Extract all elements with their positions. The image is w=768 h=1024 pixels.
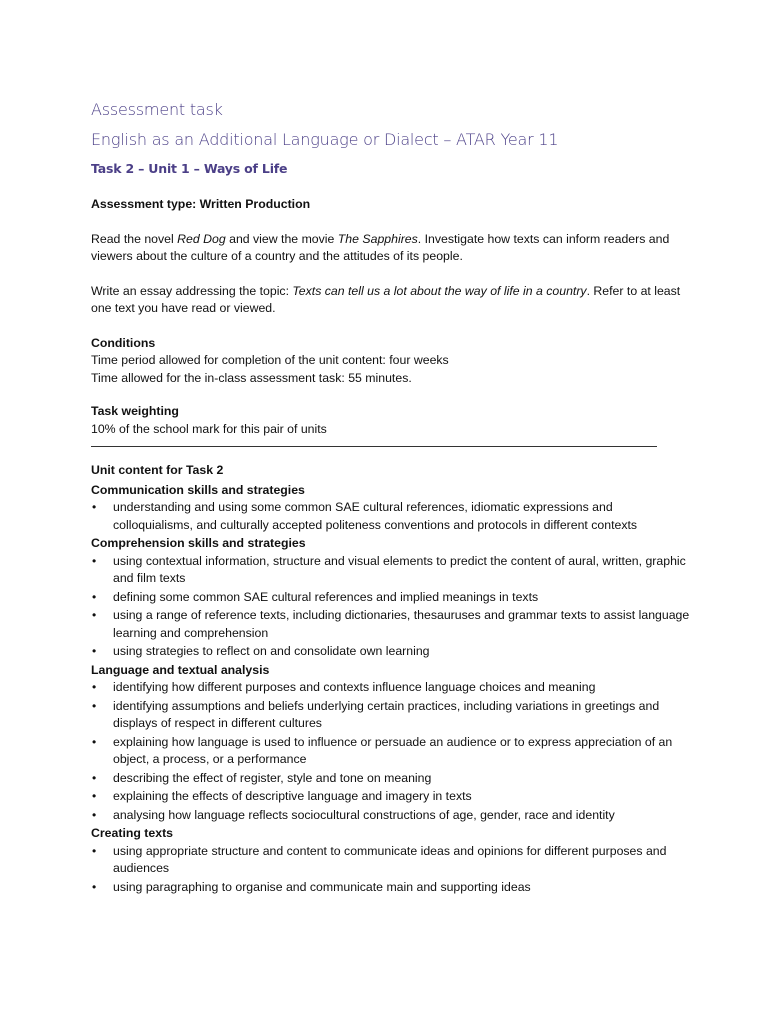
bullet-list [91, 843, 691, 897]
assessment-type: Assessment type: Written Production [91, 197, 311, 211]
list-item [91, 734, 691, 769]
list-item [91, 788, 691, 806]
section-heading: Creating texts [91, 826, 174, 840]
section-heading: Communication skills and strategies [91, 482, 305, 497]
document-page [91, 98, 691, 897]
list-item [91, 679, 691, 697]
list-item [91, 770, 691, 788]
bullet-icon: • [92, 807, 97, 822]
bullet-icon: • [92, 608, 97, 622]
bullet-list [91, 553, 691, 661]
list-item-text: analysing how language reflects sociocultural constructions of age, gender, race and identity [113, 807, 615, 822]
list-item-text: explaining how language is used to influence or persuade an audience or to express appreciation of an object, a process, or a performance [113, 734, 673, 766]
bullet-icon: • [92, 789, 97, 803]
list-item [91, 499, 691, 534]
bullet-icon: • [92, 644, 97, 658]
bullet-icon: • [92, 843, 97, 858]
weighting-heading: Task weighting [91, 404, 179, 418]
list-item [91, 843, 691, 878]
unit-content-sections [91, 482, 691, 897]
bullet-list [91, 499, 691, 534]
list-item-text: identifying assumptions and beliefs underlying certain practices, including variations in greetings and displays of respect in different cultures [113, 698, 660, 730]
list-item-text: using a range of reference texts, including dictionaries, thesauruses and grammar texts to assist language learning and comprehension [113, 608, 690, 640]
list-item [91, 643, 691, 661]
novel-title: Red Dog [177, 231, 226, 246]
section-heading: Language and textual analysis [91, 662, 270, 677]
essay-topic: Texts can tell us a lot about the way of life in a country [292, 283, 587, 298]
bullet-list [91, 679, 691, 824]
list-item-text: using strategies to reflect on and consolidate own learning [113, 644, 430, 658]
list-item [91, 607, 691, 642]
list-item [91, 807, 691, 825]
bullet-icon: • [92, 500, 97, 514]
course-title: English as an Additional Language or Dialect – ATAR Year 11 [91, 130, 559, 149]
document-title: Assessment task [91, 100, 223, 119]
conditions-heading: Conditions [91, 335, 156, 350]
list-item [91, 698, 691, 733]
list-item [91, 553, 691, 588]
list-item-text: understanding and using some common SAE cultural references, idiomatic expressions and colloquialisms, and culturally accepted politeness conventions and protocols in different contexts [113, 500, 638, 532]
list-item-text: using appropriate structure and content to communicate ideas and opinions for different purposes and audiences [113, 843, 667, 875]
bullet-icon: • [92, 680, 97, 694]
list-item-text: using paragraphing to organise and communicate main and supporting ideas [113, 879, 531, 894]
intro-paragraph-1 [91, 231, 687, 266]
intro-paragraph-2 [91, 283, 681, 318]
divider-rule [91, 440, 657, 447]
bullet-icon: • [92, 734, 97, 749]
bullet-icon: • [92, 879, 97, 894]
bullet-icon: • [92, 770, 97, 785]
list-item-text: identifying how different purposes and contexts influence language choices and meaning [113, 680, 596, 694]
bullet-icon: • [92, 589, 97, 604]
intro-text: Read the novel [91, 231, 178, 246]
list-item-text: describing the effect of register, style and tone on meaning [113, 770, 432, 785]
list-item-text: defining some common SAE cultural references and implied meanings in texts [113, 589, 539, 604]
section-heading: Comprehension skills and strategies [91, 536, 306, 550]
list-item [91, 589, 691, 607]
list-item [91, 879, 691, 897]
list-item-text: explaining the effects of descriptive language and imagery in texts [113, 789, 472, 803]
weighting-line: 10% of the school mark for this pair of units [91, 421, 327, 436]
intro-text: Write an essay addressing the topic: [91, 283, 293, 298]
intro-text: . Refer to at least one text you have read or viewed. [91, 283, 681, 315]
bullet-icon: • [92, 553, 97, 568]
conditions-line: Time period allowed for completion of the unit content: four weeks [91, 353, 449, 367]
intro-text: and view the movie [225, 231, 338, 246]
conditions-line: Time allowed for the in-class assessment task: 55 minutes. [91, 370, 412, 385]
intro-text: . Investigate how texts can inform readers and viewers about the culture of a country and the attitudes of its people. [91, 231, 670, 263]
unit-content-heading: Unit content for Task 2 [91, 463, 224, 477]
bullet-icon: • [92, 698, 97, 713]
list-item-text: using contextual information, structure and visual elements to predict the content of aural, written, graphic and film texts [113, 553, 686, 585]
movie-title: The Sapphires [337, 231, 418, 246]
task-title: Task 2 – Unit 1 – Ways of Life [91, 161, 288, 176]
